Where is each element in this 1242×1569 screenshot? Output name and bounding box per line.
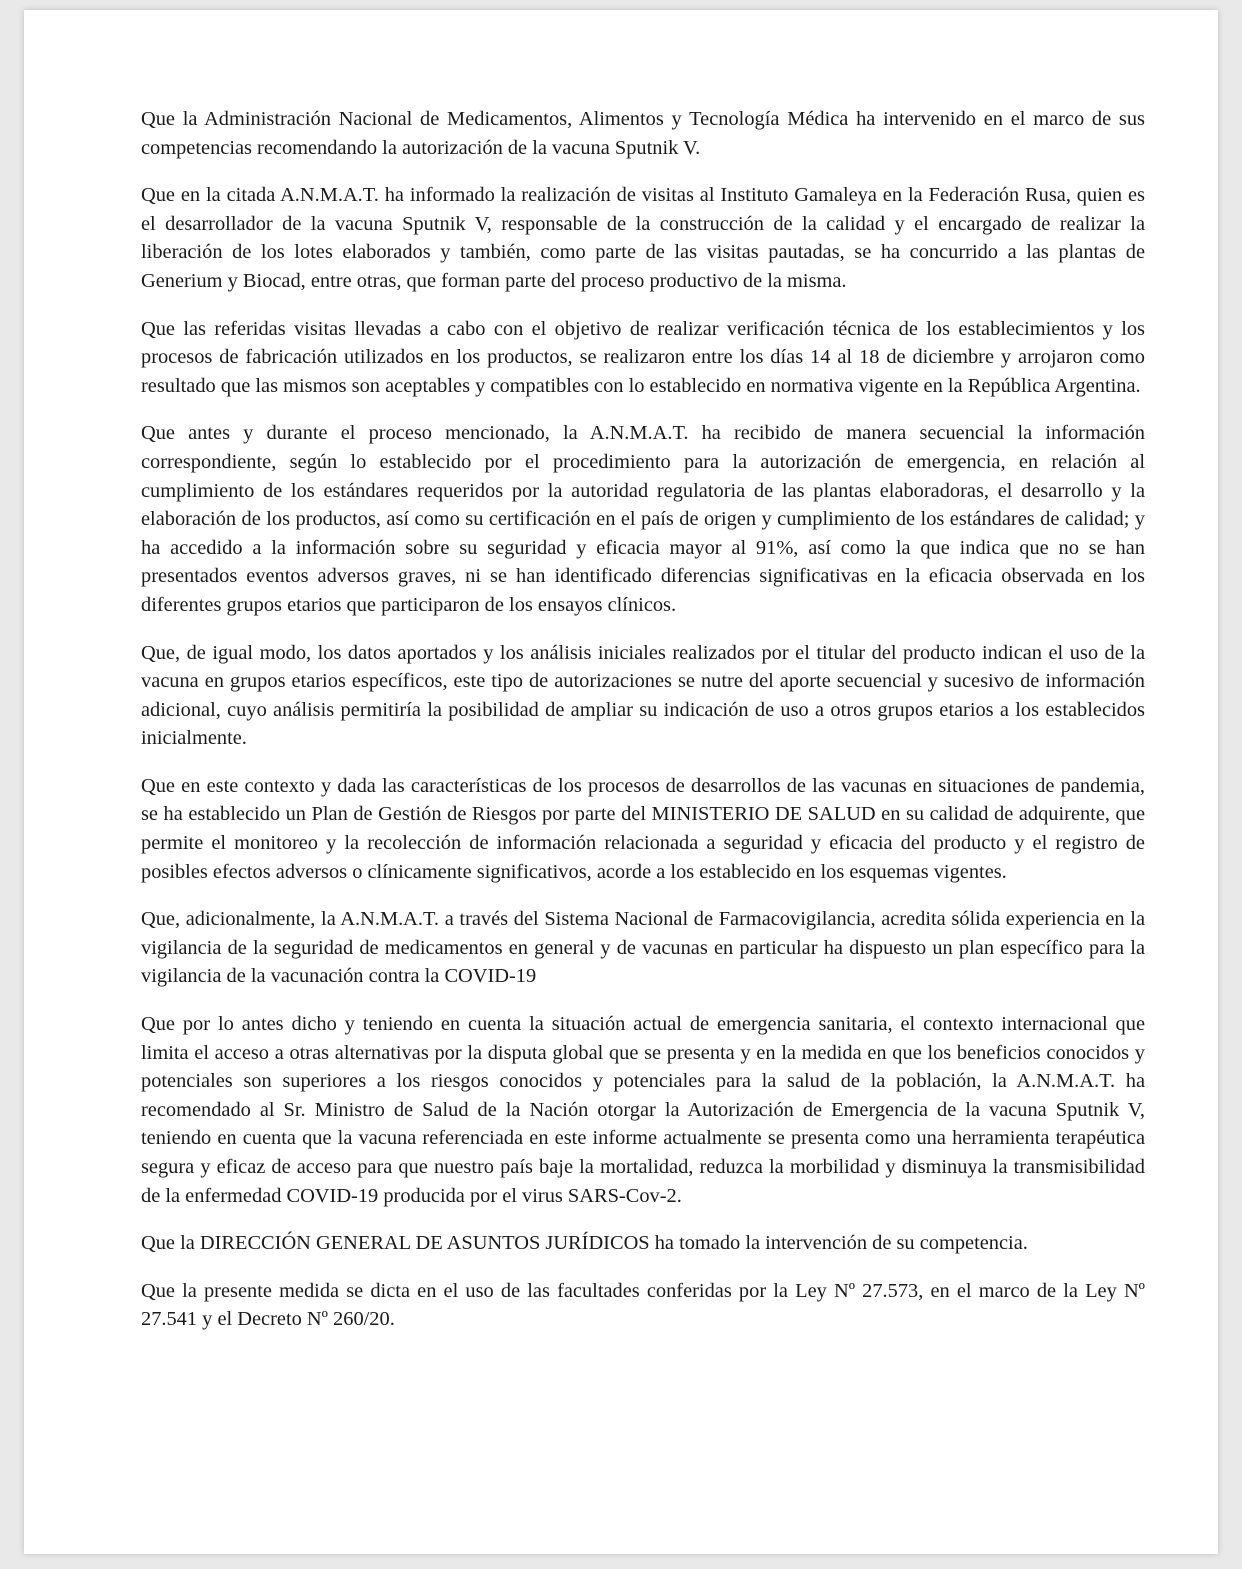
document-page <box>24 10 1218 1554</box>
paragraph-pharmacovigilance: Que, adicionalmente, la A.N.M.A.T. a través del Sistema Nacional de Farmacovigilancia, acredita sólida experiencia en la vigilancia de la seguridad de medicamentos en general y de vacunas en particular ha dispuesto un plan específico para la vigilancia de la vacunación contra la COVID-19 <box>141 908 1145 988</box>
paragraph-legal-basis: Que la presente medida se dicta en el uso de las facultades conferidas por la Ley Nº 27.573, en el marco de la Ley Nº 27.541 y el Decreto Nº 260/20. <box>141 1279 1145 1331</box>
paragraph-gamaleya-visits: Que en la citada A.N.M.A.T. ha informado la realización de visitas al Instituto Gamaleya en la Federación Rusa, quien es el desarrollador de la vacuna Sputnik V, responsable de la construcción de la calidad y el encargado de realizar la liberación de los lotes elaborados y también, como parte de las visitas pautadas, se ha concurrido a las plantas de Generium y Biocad, entre otras, que forman parte del proceso productivo de la misma. <box>141 184 1145 292</box>
paragraph-risk-management-plan: Que en este contexto y dada las características de los procesos de desarrollos de las vacunas en situaciones de pandemia, se ha establecido un Plan de Gestión de Riesgos por parte del MINISTERIO DE SALUD en su calidad de adquirente, que permite el monitoreo y la recolección de información relacionada a seguridad y eficacia del producto y el registro de posibles efectos adversos o clínicamente significativos, acorde a los establecido en los esquemas vigentes. <box>141 774 1145 883</box>
paragraph-emergency-authorization: Que por lo antes dicho y teniendo en cuenta la situación actual de emergencia sanitaria, el contexto internacional que limita el acceso a otras alternativas por la disputa global que se presenta y en la medida en que los beneficios conocidos y potenciales son superiores a los riesgos conocidos y potenciales para la salud de la población, la A.N.M.A.T. ha recomendado al Sr. Ministro de Salud de la Nación otorgar la Autorización de Emergencia de la vacuna Sputnik V, teniendo en cuenta que la vacuna referenciada en este informe actualmente se presenta como una herramienta terapéutica segura y eficaz de acceso para que nuestro país baje la mortalidad, reduzca la morbilidad y disminuya la transmisibilidad de la enfermedad COVID-19 producida por el virus SARS-Cov-2. <box>141 1013 1145 1207</box>
paragraph-sequential-information: Que antes y durante el proceso mencionado, la A.N.M.A.T. ha recibido de manera secuencial la información correspondiente, según lo establecido por el procedimiento para la autorización de emergencia, en relación al cumplimiento de los estándares requeridos por la autoridad regulatoria de las plantas elaboradoras, el desarrollo y la elaboración de los productos, así como su certificación en el país de origen y cumplimiento de los estándares de calidad; y ha accedido a la información sobre su seguridad y eficacia mayor al 91%, así como la que indica que no se han presentados eventos adversos graves, ni se han identificado diferencias significativas en la eficacia observada en los diferentes grupos etarios que participaron de los ensayos clínicos. <box>141 422 1145 616</box>
paragraph-legal-affairs: Que la DIRECCIÓN GENERAL DE ASUNTOS JURÍDICOS ha tomado la intervención de su competencia. <box>141 1232 1028 1255</box>
paragraph-anmat-intervention: Que la Administración Nacional de Medicamentos, Alimentos y Tecnología Médica ha intervenido en el marco de sus competencias recomendando la autorización de la vacuna Sputnik V. <box>141 108 1145 159</box>
document-body <box>141 105 1145 1353</box>
paragraph-technical-verification: Que las referidas visitas llevadas a cabo con el objetivo de realizar verificación técnica de los establecimientos y los procesos de fabricación utilizados en los productos, se realizaron entre los días 14 al 18 de diciembre y arrojaron como resultado que las mismos son aceptables y compatibles con lo establecido en normativa vigente en la República Argentina. <box>141 317 1145 397</box>
paragraph-initial-data: Que, de igual modo, los datos aportados y los análisis iniciales realizados por el titular del producto indican el uso de la vacuna en grupos etarios específicos, este tipo de autorizaciones se nutre del aporte secuencial y sucesivo de información adicional, cuyo análisis permitiría la posibilidad de ampliar su indicación de uso a otros grupos etarios a los establecidos inicialmente. <box>141 641 1145 750</box>
